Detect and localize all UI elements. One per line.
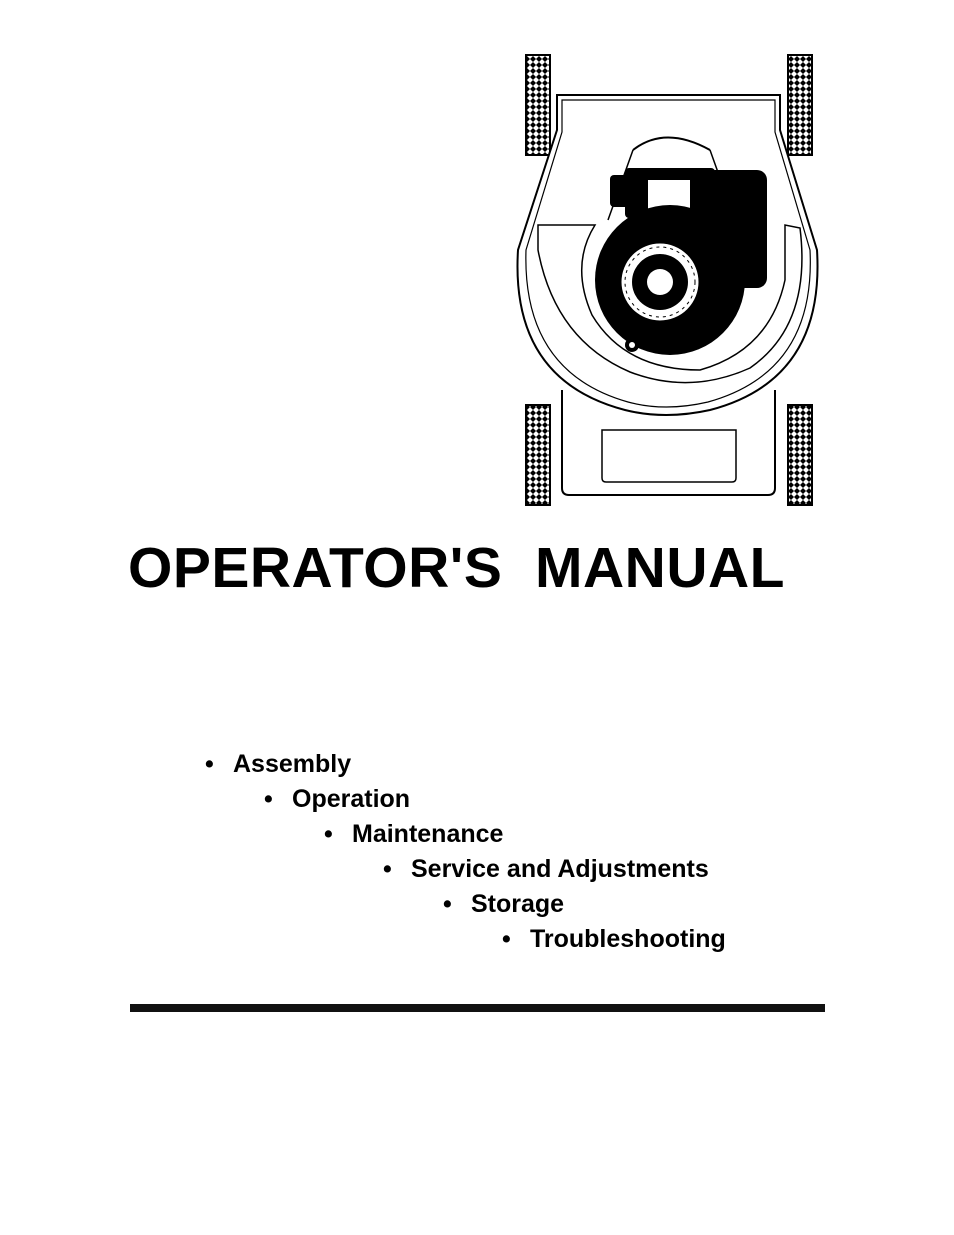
topic-storage [443, 892, 564, 917]
topic-troubleshooting [502, 927, 726, 952]
bullet: • [383, 855, 392, 883]
topic-assembly [205, 752, 351, 777]
bullet: • [264, 785, 273, 813]
horizontal-rule [130, 1004, 825, 1012]
wheel-front-left-icon [526, 55, 550, 155]
topic-label: Operation [292, 785, 411, 813]
topic-label: Service and Adjustments [411, 855, 709, 883]
bullet: • [443, 890, 452, 918]
topic-maintenance [324, 822, 503, 847]
bullet: • [502, 925, 511, 953]
topic-label: Assembly [233, 750, 352, 778]
topic-label: Storage [471, 890, 565, 918]
wheel-rear-right-icon [788, 405, 812, 505]
lawn-mower-illustration [500, 50, 820, 510]
topic-label: Maintenance [352, 820, 504, 848]
bullet: • [324, 820, 333, 848]
topic-operation [264, 787, 410, 812]
topic-label: Troubleshooting [530, 925, 726, 953]
manual-title: OPERATOR'S MANUAL [128, 536, 785, 600]
wheel-front-right-icon [788, 55, 812, 155]
bullet: • [205, 750, 214, 778]
topic-service-and-adjustments [383, 857, 709, 882]
wheel-rear-left-icon [526, 405, 550, 505]
